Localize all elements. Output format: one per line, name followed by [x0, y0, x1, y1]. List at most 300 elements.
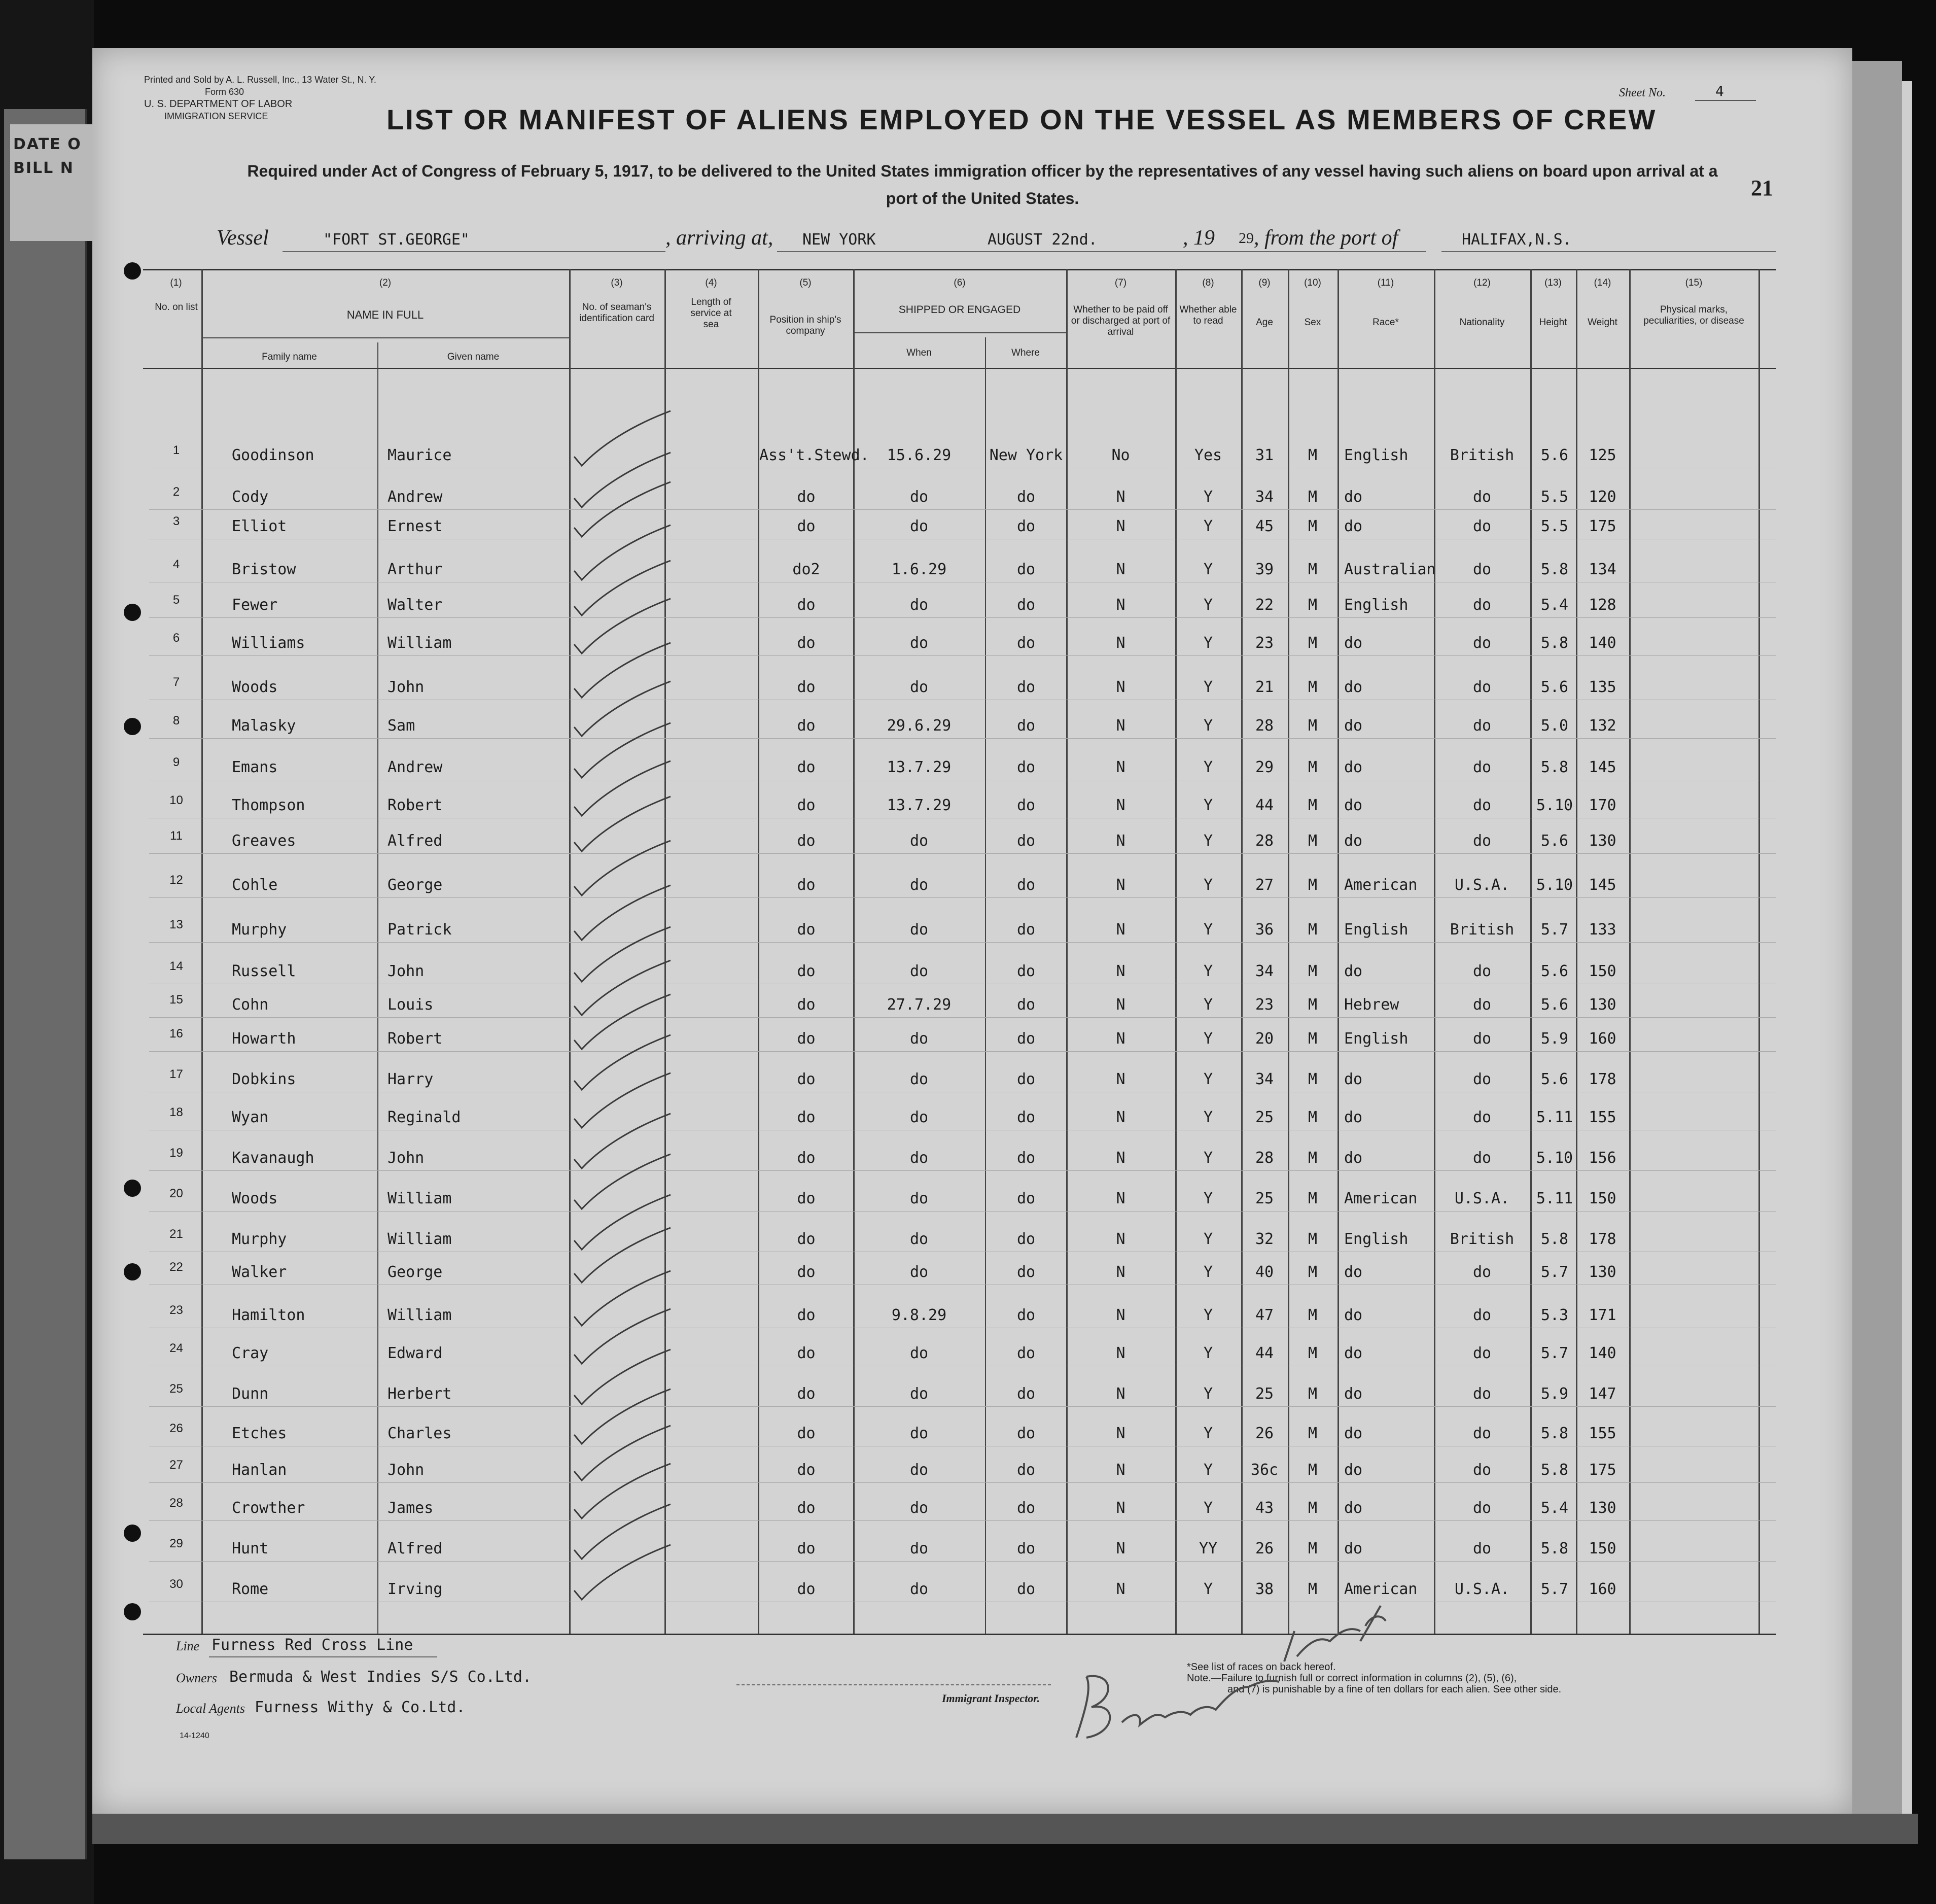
shipped-when: do — [909, 1263, 929, 1281]
position: do — [797, 1580, 816, 1598]
race: do — [1344, 678, 1363, 696]
sex: M — [1308, 634, 1318, 652]
able-to-read: Y — [1203, 1149, 1213, 1167]
nationality: do — [1472, 1385, 1492, 1403]
family-name: Walker — [232, 1263, 287, 1281]
nationality: do — [1472, 1109, 1492, 1126]
shipped-where: do — [1016, 1425, 1036, 1442]
age: 23 — [1255, 634, 1274, 652]
nationality: do — [1472, 1306, 1492, 1324]
shipped-when: do — [909, 1149, 929, 1167]
col-divider-2a — [377, 342, 378, 1634]
race: do — [1344, 1385, 1363, 1403]
punch-hole — [124, 1603, 141, 1620]
height: 5.6 — [1540, 446, 1569, 464]
col-header-sex: Sex — [1304, 317, 1321, 328]
weight: 147 — [1589, 1385, 1616, 1403]
age: 20 — [1255, 1030, 1274, 1048]
race: Australian — [1344, 561, 1436, 578]
shipped-where: do — [1016, 517, 1036, 535]
col-header-where: Where — [1011, 348, 1040, 358]
shipped-where: do — [1016, 832, 1036, 850]
nationality: do — [1472, 488, 1492, 506]
nationality: do — [1472, 717, 1492, 735]
height: 5.6 — [1540, 1070, 1569, 1088]
sex: M — [1308, 517, 1318, 535]
shipped-where: do — [1016, 996, 1036, 1014]
from-label: , from the port of — [1254, 226, 1398, 250]
row-number: 22 — [169, 1260, 183, 1274]
height: 5.10 — [1536, 1149, 1573, 1167]
age: 38 — [1255, 1580, 1274, 1598]
sex: M — [1308, 832, 1318, 850]
nationality: do — [1472, 1540, 1492, 1557]
family-name: Thompson — [232, 797, 305, 814]
paid-off: N — [1116, 962, 1125, 980]
from-port-line — [1441, 251, 1776, 252]
shipped-where: do — [1016, 962, 1036, 980]
height: 5.6 — [1540, 996, 1569, 1014]
paid-off: N — [1116, 1499, 1125, 1517]
race: Hebrew — [1344, 996, 1399, 1014]
height: 5.8 — [1540, 1425, 1569, 1442]
col-header-age: Age — [1256, 317, 1273, 328]
paid-off: No — [1111, 446, 1130, 464]
weight: 171 — [1589, 1306, 1616, 1324]
port-line — [777, 251, 1426, 252]
sex: M — [1308, 596, 1318, 614]
nationality: do — [1472, 1030, 1492, 1048]
nationality: do — [1472, 517, 1492, 535]
sex: M — [1308, 962, 1318, 980]
row-number: 10 — [169, 793, 183, 807]
row-number: 23 — [169, 1303, 183, 1317]
height: 5.6 — [1540, 678, 1569, 696]
nationality: U.S.A. — [1454, 876, 1510, 894]
shipped-where: do — [1016, 1540, 1036, 1557]
shipped-where: do — [1016, 717, 1036, 735]
paid-off: N — [1116, 1230, 1125, 1248]
row-number: 30 — [169, 1577, 183, 1591]
position: do — [797, 758, 816, 776]
age: 32 — [1255, 1230, 1274, 1248]
row-number: 1 — [172, 443, 180, 457]
owners-value: Bermuda & West Indies S/S Co.Ltd. — [229, 1668, 532, 1686]
vessel-line — [283, 251, 665, 252]
given-name: Maurice — [388, 446, 452, 464]
shipping-line: Furness Red Cross Line — [212, 1636, 413, 1654]
shipped-when: do — [909, 832, 929, 850]
page-bottom-shadow — [92, 1814, 1918, 1844]
family-name: Etches — [232, 1425, 287, 1442]
age: 29 — [1255, 758, 1274, 776]
shipped-when: do — [909, 1385, 929, 1403]
subtitle-line-1: Required under Act of Congress of February 5, 1917, to be delivered to the United States immigration officer by the representatives of any vessel having such aliens on board upon arrival at a — [247, 162, 1718, 180]
sex: M — [1308, 1425, 1318, 1442]
able-to-read: YY — [1199, 1540, 1218, 1557]
able-to-read: Y — [1203, 1306, 1213, 1324]
check-mark-icon — [554, 1540, 686, 1606]
sex: M — [1308, 1230, 1318, 1248]
able-to-read: Y — [1203, 517, 1213, 535]
age: 36 — [1255, 921, 1274, 939]
row-number: 9 — [172, 755, 180, 769]
binder-edge — [0, 0, 94, 1904]
position: do — [797, 876, 816, 894]
row-rule — [149, 1520, 1776, 1521]
paid-off: N — [1116, 1306, 1125, 1324]
row-number: 6 — [172, 631, 180, 645]
page-title: LIST OR MANIFEST OF ALIENS EMPLOYED ON THE VESSEL AS MEMBERS OF CREW — [386, 103, 1657, 135]
height: 5.8 — [1540, 561, 1569, 578]
family-name: Greaves — [232, 832, 296, 850]
height: 5.8 — [1540, 1461, 1569, 1479]
shipped-subheader-rule — [853, 332, 1066, 333]
able-to-read: Y — [1203, 1344, 1213, 1362]
position: do — [797, 1149, 816, 1167]
shipped-where: do — [1016, 921, 1036, 939]
binder-strip — [4, 109, 87, 1859]
shipped-where: do — [1016, 797, 1036, 814]
nationality: do — [1472, 1263, 1492, 1281]
col-header-nationality: Nationality — [1459, 317, 1505, 328]
weight: 160 — [1589, 1030, 1616, 1048]
paid-off: N — [1116, 1190, 1125, 1207]
row-rule — [149, 1170, 1776, 1171]
row-number: 27 — [169, 1458, 183, 1472]
weight: 170 — [1589, 797, 1616, 814]
sex: M — [1308, 1385, 1318, 1403]
age: 28 — [1255, 717, 1274, 735]
printer-line: Printed and Sold by A. L. Russell, Inc., 13 Water St., N. Y. — [144, 75, 376, 85]
paid-off: N — [1116, 1263, 1125, 1281]
position: Ass't.Stewd. — [759, 446, 869, 464]
stub-text-bill: BILL N — [13, 159, 74, 177]
col-header-race: Race* — [1372, 317, 1399, 328]
family-name: Goodinson — [232, 446, 314, 464]
given-name: William — [388, 1190, 452, 1207]
able-to-read: Y — [1203, 488, 1213, 506]
given-name: John — [388, 1461, 425, 1479]
weight: 132 — [1589, 717, 1616, 735]
weight: 150 — [1589, 1190, 1616, 1207]
position: do — [797, 634, 816, 652]
given-name: Walter — [388, 596, 443, 614]
shipped-when: 13.7.29 — [887, 797, 952, 814]
family-name: Kavanaugh — [232, 1149, 314, 1167]
able-to-read: Y — [1203, 678, 1213, 696]
row-number: 2 — [172, 485, 180, 499]
position: do — [797, 1499, 816, 1517]
manifest-page — [92, 48, 1852, 1814]
shipped-when: do — [909, 1109, 929, 1126]
row-rule — [149, 655, 1776, 656]
shipped-when: do — [909, 1499, 929, 1517]
age: 25 — [1255, 1109, 1274, 1126]
race: do — [1344, 1344, 1363, 1362]
shipped-when: do — [909, 1030, 929, 1048]
weight: 145 — [1589, 758, 1616, 776]
height: 5.4 — [1540, 1499, 1569, 1517]
shipped-where: do — [1016, 1306, 1036, 1324]
position: do — [797, 1461, 816, 1479]
position: do2 — [792, 561, 820, 578]
shipped-when: do — [909, 921, 929, 939]
family-name: Hanlan — [232, 1461, 287, 1479]
position: do — [797, 717, 816, 735]
nationality: do — [1472, 1499, 1492, 1517]
nationality: do — [1472, 996, 1492, 1014]
sex: M — [1308, 921, 1318, 939]
nationality: do — [1472, 758, 1492, 776]
inspector-label: Immigrant Inspector. — [942, 1692, 1040, 1705]
punch-hole — [124, 604, 141, 621]
race: do — [1344, 797, 1363, 814]
height: 5.7 — [1540, 1263, 1569, 1281]
height: 5.8 — [1540, 758, 1569, 776]
punch-hole — [124, 1525, 141, 1542]
sex: M — [1308, 1540, 1318, 1557]
paid-off: N — [1116, 717, 1125, 735]
weight: 155 — [1589, 1109, 1616, 1126]
sex: M — [1308, 996, 1318, 1014]
row-rule — [149, 617, 1776, 618]
given-name: John — [388, 1149, 425, 1167]
stub-text-date: DATE O — [13, 135, 82, 153]
position: do — [797, 517, 816, 535]
family-name: Elliot — [232, 517, 287, 535]
previous-page-stub — [10, 124, 99, 241]
nationality: do — [1472, 596, 1492, 614]
col-num-1: (1) — [170, 278, 182, 288]
family-name: Woods — [232, 678, 278, 696]
col-header-family: Family name — [262, 352, 317, 362]
shipped-where: do — [1016, 596, 1036, 614]
paid-off: N — [1116, 488, 1125, 506]
sex: M — [1308, 446, 1318, 464]
shipped-when: do — [909, 1580, 929, 1598]
shipped-where: do — [1016, 1149, 1036, 1167]
nationality: do — [1472, 832, 1492, 850]
given-name: John — [388, 678, 425, 696]
row-rule — [149, 897, 1776, 898]
service-name: IMMIGRATION SERVICE — [164, 111, 268, 121]
weight: 133 — [1589, 921, 1616, 939]
shipped-where: New York — [989, 446, 1063, 464]
position: do — [797, 1385, 816, 1403]
shipped-when: 15.6.29 — [887, 446, 952, 464]
age: 47 — [1255, 1306, 1274, 1324]
able-to-read: Y — [1203, 1263, 1213, 1281]
col-header-read: Whether able to read — [1179, 304, 1237, 326]
paid-off: N — [1116, 1070, 1125, 1088]
shipped-when: do — [909, 678, 929, 696]
nationality: British — [1450, 921, 1515, 939]
able-to-read: Y — [1203, 596, 1213, 614]
age: 44 — [1255, 797, 1274, 814]
paid-off: N — [1116, 876, 1125, 894]
inspector-line — [736, 1684, 1051, 1685]
able-to-read: Y — [1203, 758, 1213, 776]
height: 5.10 — [1536, 876, 1573, 894]
given-name: Edward — [388, 1344, 443, 1362]
age: 39 — [1255, 561, 1274, 578]
row-number: 15 — [169, 993, 183, 1007]
shipped-where: do — [1016, 1190, 1036, 1207]
position: do — [797, 1263, 816, 1281]
given-name: Reginald — [388, 1109, 461, 1126]
shipped-where: do — [1016, 1030, 1036, 1048]
col-num-6: (6) — [954, 278, 966, 288]
sex: M — [1308, 1461, 1318, 1479]
family-name: Dunn — [232, 1385, 269, 1403]
weight: 155 — [1589, 1425, 1616, 1442]
sex: M — [1308, 1499, 1318, 1517]
race: do — [1344, 962, 1363, 980]
col-header-when: When — [906, 348, 932, 358]
age: 27 — [1255, 876, 1274, 894]
position: do — [797, 1030, 816, 1048]
col-header-name: NAME IN FULL — [346, 308, 424, 321]
family-name: Murphy — [232, 921, 287, 939]
shipped-when: 13.7.29 — [887, 758, 952, 776]
age: 45 — [1255, 517, 1274, 535]
weight: 120 — [1589, 488, 1616, 506]
weight: 130 — [1589, 1263, 1616, 1281]
shipped-when: do — [909, 634, 929, 652]
paid-off: N — [1116, 561, 1125, 578]
shipped-where: do — [1016, 1109, 1036, 1126]
agents-label: Local Agents — [176, 1701, 245, 1716]
height: 5.9 — [1540, 1030, 1569, 1048]
position: do — [797, 1344, 816, 1362]
sex: M — [1308, 1109, 1318, 1126]
able-to-read: Y — [1203, 1499, 1213, 1517]
nationality: do — [1472, 1425, 1492, 1442]
shipped-when: do — [909, 1070, 929, 1088]
col-divider-15 — [1758, 269, 1760, 1634]
shipped-when: 27.7.29 — [887, 996, 952, 1014]
nationality: do — [1472, 1149, 1492, 1167]
col-num-8: (8) — [1202, 278, 1214, 288]
family-name: Rome — [232, 1580, 269, 1598]
nationality: British — [1450, 446, 1515, 464]
height: 5.6 — [1540, 962, 1569, 980]
weight: 140 — [1589, 634, 1616, 652]
able-to-read: Y — [1203, 996, 1213, 1014]
weight: 178 — [1589, 1070, 1616, 1088]
row-number: 20 — [169, 1187, 183, 1200]
row-rule — [149, 738, 1776, 739]
able-to-read: Y — [1203, 634, 1213, 652]
family-name: Emans — [232, 758, 278, 776]
arriving-label: , arriving at, — [665, 226, 773, 250]
nationality: do — [1472, 561, 1492, 578]
arrival-year: 29 — [1239, 230, 1254, 247]
family-name: Bristow — [232, 561, 296, 578]
able-to-read: Y — [1203, 1580, 1213, 1598]
weight: 140 — [1589, 1344, 1616, 1362]
height: 5.5 — [1540, 488, 1569, 506]
owners-label: Owners — [176, 1671, 217, 1685]
paid-off: N — [1116, 832, 1125, 850]
family-name: Cohn — [232, 996, 269, 1014]
race: do — [1344, 758, 1363, 776]
punch-hole — [124, 1180, 141, 1197]
given-name: William — [388, 634, 452, 652]
row-number: 16 — [169, 1027, 183, 1041]
col-divider-14 — [1629, 269, 1631, 1634]
nationality: do — [1472, 962, 1492, 980]
col-num-14: (14) — [1594, 278, 1611, 288]
age: 28 — [1255, 832, 1274, 850]
shipped-when: 29.6.29 — [887, 717, 952, 735]
able-to-read: Y — [1203, 1109, 1213, 1126]
sex: M — [1308, 797, 1318, 814]
paid-off: N — [1116, 634, 1125, 652]
col-header-service: Length of service at sea — [690, 297, 732, 330]
race: English — [1344, 596, 1409, 614]
table-bottom-rule — [143, 1634, 1776, 1635]
shipped-when: do — [909, 1461, 929, 1479]
weight: 130 — [1589, 832, 1616, 850]
height: 5.11 — [1536, 1109, 1573, 1126]
row-rule — [149, 942, 1776, 943]
weight: 135 — [1589, 678, 1616, 696]
height: 5.5 — [1540, 517, 1569, 535]
shipped-where: do — [1016, 678, 1036, 696]
family-name: Williams — [232, 634, 305, 652]
shipped-when: do — [909, 1540, 929, 1557]
race: do — [1344, 1263, 1363, 1281]
shipped-when: do — [909, 962, 929, 980]
given-name: Alfred — [388, 832, 443, 850]
row-number: 14 — [169, 959, 183, 973]
row-number: 29 — [169, 1537, 183, 1550]
weight: 150 — [1589, 1540, 1616, 1557]
able-to-read: Y — [1203, 1385, 1213, 1403]
sex: M — [1308, 1306, 1318, 1324]
weight: 130 — [1589, 996, 1616, 1014]
shipped-where: do — [1016, 876, 1036, 894]
race: do — [1344, 1306, 1363, 1324]
sex: M — [1308, 717, 1318, 735]
sheet-label: Sheet No. — [1619, 86, 1666, 99]
line-underline — [209, 1656, 437, 1657]
given-name: James — [388, 1499, 434, 1517]
punch-hole — [124, 262, 141, 280]
row-number: 13 — [169, 918, 183, 931]
race: do — [1344, 634, 1363, 652]
race: do — [1344, 1540, 1363, 1557]
paid-off: N — [1116, 678, 1125, 696]
weight: 175 — [1589, 1461, 1616, 1479]
sheet-number: 4 — [1715, 83, 1724, 99]
col-header-height: Height — [1539, 317, 1567, 328]
given-name: Irving — [388, 1580, 443, 1598]
age: 21 — [1255, 678, 1274, 696]
able-to-read: Y — [1203, 1425, 1213, 1442]
family-name: Dobkins — [232, 1070, 296, 1088]
given-name: Arthur — [388, 561, 443, 578]
family-name: Hunt — [232, 1540, 269, 1557]
col-num-5: (5) — [799, 278, 812, 288]
position: do — [797, 1540, 816, 1557]
weight: 178 — [1589, 1230, 1616, 1248]
race: do — [1344, 832, 1363, 850]
inspector-signature — [1056, 1585, 1441, 1748]
race: American — [1344, 1190, 1418, 1207]
